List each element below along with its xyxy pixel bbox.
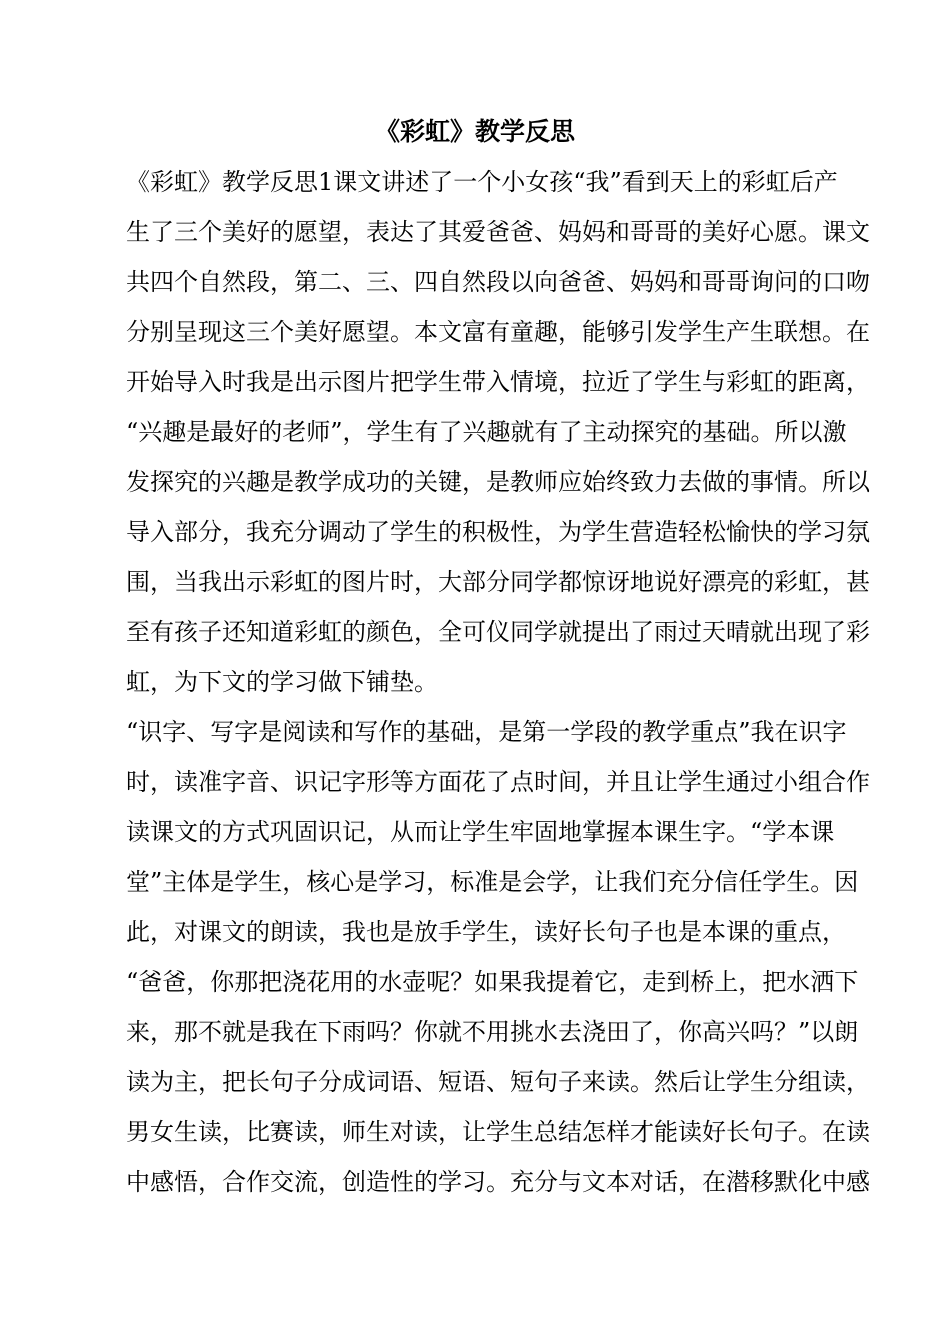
body-line: 读为主，把长句子分成词语、短语、短句子来读。然后让学生分组读， (126, 1068, 870, 1096)
body-line: 此，对课文的朗读，我也是放手学生，读好长句子也是本课的重点， (126, 918, 846, 946)
body-line: “爸爸，你那把浇花用的水壶呢？如果我提着它，走到桥上，把水洒下 (126, 968, 859, 996)
body-line-paragraph-end: 虹，为下文的学习做下铺垫。 (126, 668, 438, 696)
body-line: 读课文的方式巩固识记，从而让学生牢固地掌握本课生字。“学本课 (126, 818, 835, 846)
body-line: 来，那不就是我在下雨吗？你就不用挑水去浇田了，你高兴吗？”以朗 (126, 1018, 859, 1046)
body-line: 男女生读，比赛读，师生对读，让学生总结怎样才能读好长句子。在读 (126, 1118, 870, 1146)
body-line: 发探究的兴趣是教学成功的关键，是教师应始终致力去做的事情。所以 (126, 468, 870, 496)
body-line: “识字、写字是阅读和写作的基础，是第一学段的教学重点”我在识字 (126, 718, 847, 746)
body-line: 分别呈现这三个美好愿望。本文富有童趣，能够引发学生产生联想。在 (126, 318, 870, 346)
body-line: 至有孩子还知道彩虹的颜色，全可仪同学就提出了雨过天晴就出现了彩 (126, 618, 870, 646)
body-line: 生了三个美好的愿望，表达了其爱爸爸、妈妈和哥哥的美好心愿。课文 (126, 218, 870, 246)
body-line: “兴趣是最好的老师”，学生有了兴趣就有了主动探究的基础。所以激 (126, 418, 847, 446)
body-line: 导入部分，我充分调动了学生的积极性，为学生营造轻松愉快的学习氛 (126, 518, 870, 546)
body-line: 中感悟，合作交流，创造性的学习。充分与文本对话，在潜移默化中感 (126, 1168, 870, 1196)
body-line: 围，当我出示彩虹的图片时，大部分同学都惊讶地说好漂亮的彩虹，甚 (126, 568, 870, 596)
body-line: 共四个自然段，第二、三、四自然段以向爸爸、妈妈和哥哥询问的口吻 (126, 268, 870, 296)
body-line: 时，读准字音、识记字形等方面花了点时间，并且让学生通过小组合作 (126, 768, 870, 796)
body-line: 开始导入时我是出示图片把学生带入情境，拉近了学生与彩虹的距离， (126, 368, 870, 396)
document-title: 《彩虹》教学反思 (374, 117, 575, 146)
body-line: 《彩虹》教学反思1课文讲述了一个小女孩“我”看到天上的彩虹后产 (126, 168, 838, 196)
body-line: 堂”主体是学生，核心是学习，标准是会学，让我们充分信任学生。因 (126, 868, 859, 896)
